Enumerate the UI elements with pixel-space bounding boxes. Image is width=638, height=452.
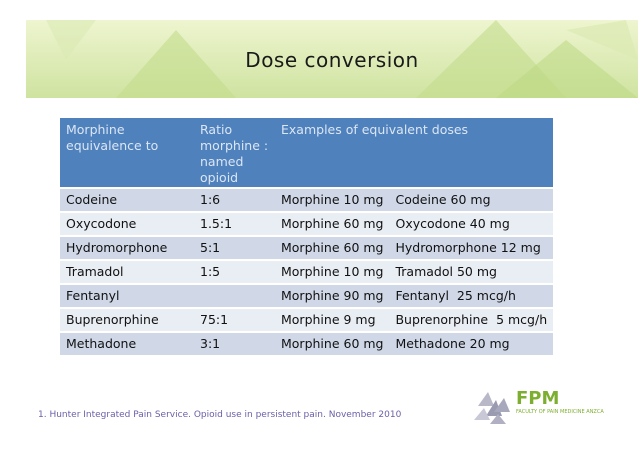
cell-drug: Fentanyl bbox=[60, 284, 194, 308]
cell-equivalent-dose: Tramadol 50 mg bbox=[389, 260, 553, 284]
cell-morphine-dose: Morphine 10 mg bbox=[275, 188, 389, 212]
table-row bbox=[60, 308, 553, 332]
footnote: 1. Hunter Integrated Pain Service. Opioid use in persistent pain. November 2010 bbox=[38, 410, 402, 420]
cell-ratio: 3:1 bbox=[194, 332, 275, 355]
cell-drug: Hydromorphone bbox=[60, 236, 194, 260]
cell-drug: Tramadol bbox=[60, 260, 194, 284]
cell-ratio: 1.5:1 bbox=[194, 212, 275, 236]
cell-equivalent-dose: Codeine 60 mg bbox=[389, 188, 553, 212]
cell-equivalent-dose: Oxycodone 40 mg bbox=[389, 212, 553, 236]
fpm-logo bbox=[472, 382, 622, 432]
cell-equivalent-dose: Hydromorphone 12 mg bbox=[389, 236, 553, 260]
cell-equivalent-dose: Fentanyl 25 mcg/h bbox=[389, 284, 553, 308]
cell-morphine-dose: Morphine 60 mg bbox=[275, 332, 389, 355]
logo-subtitle: FACULTY OF PAIN MEDICINE ANZCA bbox=[516, 409, 604, 415]
table-row bbox=[60, 332, 553, 355]
header-morphine-equivalence: Morphine equivalence to bbox=[60, 118, 194, 188]
table-row bbox=[60, 284, 553, 308]
cell-morphine-dose: Morphine 9 mg bbox=[275, 308, 389, 332]
cell-drug: Methadone bbox=[60, 332, 194, 355]
header-examples: Examples of equivalent doses bbox=[275, 118, 553, 188]
table-header-row bbox=[60, 118, 553, 188]
cell-ratio: 75:1 bbox=[194, 308, 275, 332]
triangle-pattern-icon bbox=[472, 386, 512, 426]
title-banner bbox=[26, 20, 638, 98]
cell-equivalent-dose: Buprenorphine 5 mcg/h bbox=[389, 308, 553, 332]
cell-drug: Codeine bbox=[60, 188, 194, 212]
cell-drug: Buprenorphine bbox=[60, 308, 194, 332]
cell-ratio: 1:5 bbox=[194, 260, 275, 284]
table-row bbox=[60, 260, 553, 284]
cell-ratio bbox=[194, 284, 275, 308]
header-ratio: Ratio morphine : named opioid bbox=[194, 118, 275, 188]
cell-ratio: 1:6 bbox=[194, 188, 275, 212]
cell-drug: Oxycodone bbox=[60, 212, 194, 236]
table-body bbox=[60, 188, 553, 355]
cell-morphine-dose: Morphine 10 mg bbox=[275, 260, 389, 284]
cell-morphine-dose: Morphine 90 mg bbox=[275, 284, 389, 308]
slide-title: Dose conversion bbox=[245, 48, 419, 72]
table-row bbox=[60, 188, 553, 212]
cell-equivalent-dose: Methadone 20 mg bbox=[389, 332, 553, 355]
table-row bbox=[60, 236, 553, 260]
logo-name: FPM bbox=[516, 388, 560, 409]
table-row bbox=[60, 212, 553, 236]
dose-conversion-table bbox=[60, 118, 553, 355]
cell-ratio: 5:1 bbox=[194, 236, 275, 260]
cell-morphine-dose: Morphine 60 mg bbox=[275, 212, 389, 236]
cell-morphine-dose: Morphine 60 mg bbox=[275, 236, 389, 260]
